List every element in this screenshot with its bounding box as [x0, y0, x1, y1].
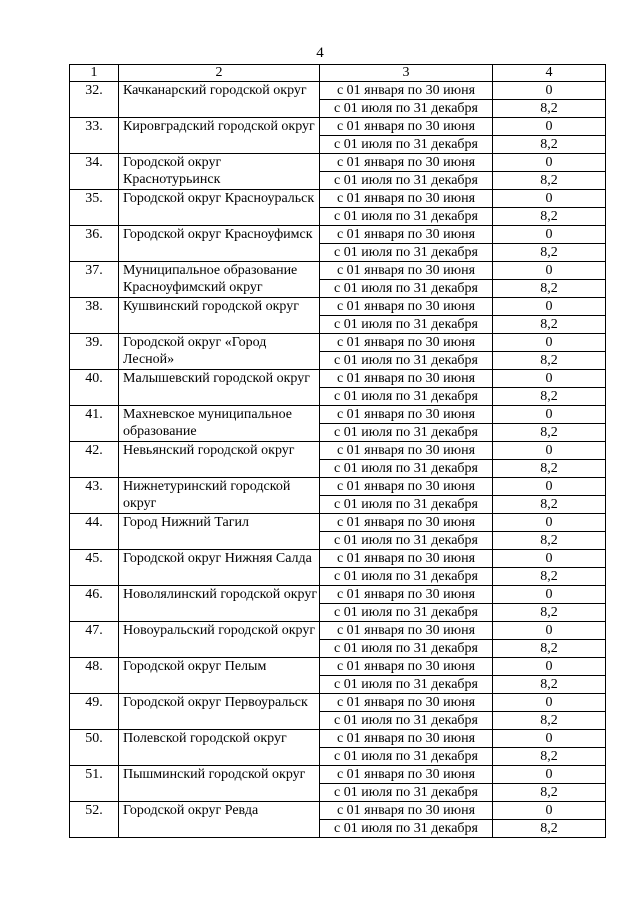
value-first-half: 0 — [493, 82, 606, 100]
period-first-half: с 01 января по 30 июня — [320, 442, 493, 460]
period-second-half: с 01 июля по 31 декабря — [320, 316, 493, 334]
row-number: 52. — [70, 802, 119, 838]
table-row — [70, 766, 606, 784]
value-second-half: 8,2 — [493, 676, 606, 694]
value-first-half: 0 — [493, 478, 606, 496]
period-second-half: с 01 июля по 31 декабря — [320, 280, 493, 298]
period-second-half: с 01 июля по 31 декабря — [320, 568, 493, 586]
period-first-half: с 01 января по 30 июня — [320, 622, 493, 640]
table-row — [70, 442, 606, 460]
value-second-half: 8,2 — [493, 712, 606, 730]
table-row — [70, 514, 606, 532]
value-first-half: 0 — [493, 802, 606, 820]
period-second-half: с 01 июля по 31 декабря — [320, 172, 493, 190]
municipality-name: Нижнетуринский городской округ — [119, 478, 320, 514]
value-second-half: 8,2 — [493, 316, 606, 334]
period-second-half: с 01 июля по 31 декабря — [320, 604, 493, 622]
value-first-half: 0 — [493, 622, 606, 640]
table-row — [70, 802, 606, 820]
period-second-half: с 01 июля по 31 декабря — [320, 748, 493, 766]
table-row — [70, 262, 606, 280]
row-number: 43. — [70, 478, 119, 514]
period-second-half: с 01 июля по 31 декабря — [320, 712, 493, 730]
period-second-half: с 01 июля по 31 декабря — [320, 532, 493, 550]
value-second-half: 8,2 — [493, 100, 606, 118]
table-header-row — [70, 65, 606, 82]
value-second-half: 8,2 — [493, 604, 606, 622]
municipality-name: Полевской городской округ — [119, 730, 320, 766]
value-second-half: 8,2 — [493, 568, 606, 586]
period-second-half: с 01 июля по 31 декабря — [320, 676, 493, 694]
municipality-name: Качканарский городской округ — [119, 82, 320, 118]
row-number: 45. — [70, 550, 119, 586]
row-number: 48. — [70, 658, 119, 694]
value-first-half: 0 — [493, 262, 606, 280]
municipality-name: Город Нижний Тагил — [119, 514, 320, 550]
value-first-half: 0 — [493, 514, 606, 532]
municipality-name: Невьянский городской округ — [119, 442, 320, 478]
table-row — [70, 658, 606, 676]
period-second-half: с 01 июля по 31 декабря — [320, 244, 493, 262]
municipality-name: Кушвинский городской округ — [119, 298, 320, 334]
period-first-half: с 01 января по 30 июня — [320, 586, 493, 604]
period-first-half: с 01 января по 30 июня — [320, 694, 493, 712]
row-number: 42. — [70, 442, 119, 478]
period-second-half: с 01 июля по 31 декабря — [320, 352, 493, 370]
value-second-half: 8,2 — [493, 640, 606, 658]
row-number: 44. — [70, 514, 119, 550]
municipality-name: Махневское муниципальное образование — [119, 406, 320, 442]
value-first-half: 0 — [493, 154, 606, 172]
value-first-half: 0 — [493, 226, 606, 244]
municipality-name: Городской округ Пелым — [119, 658, 320, 694]
table-row — [70, 550, 606, 568]
value-second-half: 8,2 — [493, 280, 606, 298]
row-number: 41. — [70, 406, 119, 442]
municipality-name: Новоуральский городской округ — [119, 622, 320, 658]
period-second-half: с 01 июля по 31 декабря — [320, 100, 493, 118]
table-row — [70, 370, 606, 388]
municipality-name: Городской округ Красноуральск — [119, 190, 320, 226]
header-cell-3: 3 — [320, 65, 493, 82]
table-row — [70, 298, 606, 316]
municipality-name: Кировградский городской округ — [119, 118, 320, 154]
period-first-half: с 01 января по 30 июня — [320, 730, 493, 748]
value-second-half: 8,2 — [493, 352, 606, 370]
row-number: 39. — [70, 334, 119, 370]
period-second-half: с 01 июля по 31 декабря — [320, 640, 493, 658]
table-row — [70, 190, 606, 208]
value-first-half: 0 — [493, 334, 606, 352]
value-second-half: 8,2 — [493, 460, 606, 478]
row-number: 38. — [70, 298, 119, 334]
table-row — [70, 334, 606, 352]
period-first-half: с 01 января по 30 июня — [320, 478, 493, 496]
period-second-half: с 01 июля по 31 декабря — [320, 388, 493, 406]
value-second-half: 8,2 — [493, 532, 606, 550]
value-first-half: 0 — [493, 442, 606, 460]
tariff-table — [69, 64, 606, 838]
row-number: 50. — [70, 730, 119, 766]
value-first-half: 0 — [493, 190, 606, 208]
municipality-name: Городской округ Красноуфимск — [119, 226, 320, 262]
row-number: 32. — [70, 82, 119, 118]
period-second-half: с 01 июля по 31 декабря — [320, 208, 493, 226]
row-number: 36. — [70, 226, 119, 262]
municipality-name: Пышминский городской округ — [119, 766, 320, 802]
row-number: 51. — [70, 766, 119, 802]
period-first-half: с 01 января по 30 июня — [320, 550, 493, 568]
period-first-half: с 01 января по 30 июня — [320, 190, 493, 208]
municipality-name: Городской округ Краснотурьинск — [119, 154, 320, 190]
period-first-half: с 01 января по 30 июня — [320, 226, 493, 244]
value-second-half: 8,2 — [493, 784, 606, 802]
period-second-half: с 01 июля по 31 декабря — [320, 424, 493, 442]
header-cell-2: 2 — [119, 65, 320, 82]
period-first-half: с 01 января по 30 июня — [320, 118, 493, 136]
value-second-half: 8,2 — [493, 244, 606, 262]
period-first-half: с 01 января по 30 июня — [320, 766, 493, 784]
value-second-half: 8,2 — [493, 820, 606, 838]
municipality-name: Малышевский городской округ — [119, 370, 320, 406]
row-number: 49. — [70, 694, 119, 730]
period-first-half: с 01 января по 30 июня — [320, 802, 493, 820]
row-number: 35. — [70, 190, 119, 226]
table-row — [70, 226, 606, 244]
page-number: 4 — [316, 45, 324, 61]
period-first-half: с 01 января по 30 июня — [320, 406, 493, 424]
value-first-half: 0 — [493, 694, 606, 712]
row-number: 33. — [70, 118, 119, 154]
municipality-name: Городской округ Первоуральск — [119, 694, 320, 730]
row-number: 34. — [70, 154, 119, 190]
table-row — [70, 586, 606, 604]
value-first-half: 0 — [493, 658, 606, 676]
value-second-half: 8,2 — [493, 424, 606, 442]
table-row — [70, 730, 606, 748]
period-second-half: с 01 июля по 31 декабря — [320, 820, 493, 838]
value-first-half: 0 — [493, 766, 606, 784]
table-row — [70, 154, 606, 172]
municipality-name: Муниципальное образование Красноуфимский округ — [119, 262, 320, 298]
period-first-half: с 01 января по 30 июня — [320, 514, 493, 532]
value-second-half: 8,2 — [493, 748, 606, 766]
table-row — [70, 82, 606, 100]
value-first-half: 0 — [493, 298, 606, 316]
municipality-name: Новолялинский городской округ — [119, 586, 320, 622]
municipality-name: Городской округ Нижняя Салда — [119, 550, 320, 586]
row-number: 37. — [70, 262, 119, 298]
table-row — [70, 622, 606, 640]
value-second-half: 8,2 — [493, 388, 606, 406]
period-first-half: с 01 января по 30 июня — [320, 658, 493, 676]
row-number: 47. — [70, 622, 119, 658]
municipality-name: Городской округ «Город Лесной» — [119, 334, 320, 370]
value-first-half: 0 — [493, 730, 606, 748]
header-cell-4: 4 — [493, 65, 606, 82]
period-second-half: с 01 июля по 31 декабря — [320, 496, 493, 514]
value-first-half: 0 — [493, 586, 606, 604]
table-row — [70, 406, 606, 424]
value-first-half: 0 — [493, 550, 606, 568]
value-second-half: 8,2 — [493, 496, 606, 514]
table-row — [70, 118, 606, 136]
value-second-half: 8,2 — [493, 208, 606, 226]
period-second-half: с 01 июля по 31 декабря — [320, 784, 493, 802]
period-first-half: с 01 января по 30 июня — [320, 370, 493, 388]
header-cell-1: 1 — [70, 65, 119, 82]
period-first-half: с 01 января по 30 июня — [320, 298, 493, 316]
value-first-half: 0 — [493, 406, 606, 424]
period-second-half: с 01 июля по 31 декабря — [320, 136, 493, 154]
municipality-name: Городской округ Ревда — [119, 802, 320, 838]
value-first-half: 0 — [493, 118, 606, 136]
period-first-half: с 01 января по 30 июня — [320, 334, 493, 352]
row-number: 40. — [70, 370, 119, 406]
period-first-half: с 01 января по 30 июня — [320, 262, 493, 280]
period-second-half: с 01 июля по 31 декабря — [320, 460, 493, 478]
value-first-half: 0 — [493, 370, 606, 388]
value-second-half: 8,2 — [493, 136, 606, 154]
value-second-half: 8,2 — [493, 172, 606, 190]
table-row — [70, 478, 606, 496]
table-row — [70, 694, 606, 712]
period-first-half: с 01 января по 30 июня — [320, 154, 493, 172]
row-number: 46. — [70, 586, 119, 622]
period-first-half: с 01 января по 30 июня — [320, 82, 493, 100]
